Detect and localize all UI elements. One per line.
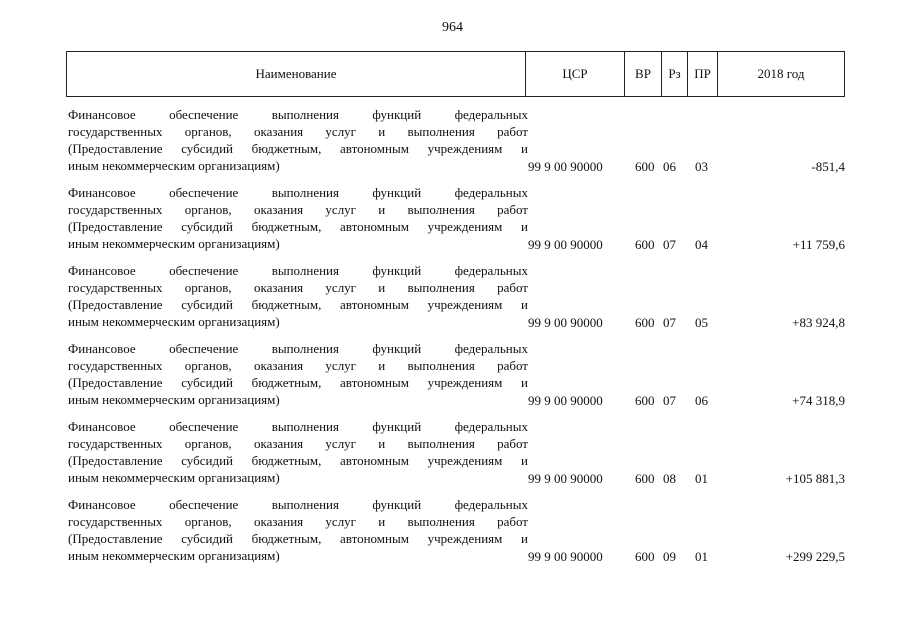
row-amount: +11 759,6 (792, 237, 845, 252)
row-amount: -851,4 (811, 159, 845, 174)
row-pr: 06 (695, 393, 708, 408)
row-amount: +299 229,5 (785, 549, 845, 564)
row-description (68, 184, 528, 252)
row-csr: 99 9 00 90000 (528, 159, 603, 174)
header-vr: ВР (625, 52, 662, 96)
header-pr: ПР (688, 52, 718, 96)
row-csr: 99 9 00 90000 (528, 237, 603, 252)
table-row (66, 184, 845, 262)
table-header (66, 51, 845, 97)
row-rz: 08 (663, 471, 676, 486)
row-csr: 99 9 00 90000 (528, 393, 603, 408)
header-year: 2018 год (757, 66, 805, 81)
row-amount: +74 318,9 (792, 393, 845, 408)
row-vr: 600 (635, 237, 655, 252)
description-line: государственных органов, оказания услуг и выполнения работ (68, 514, 528, 529)
row-vr: 600 (635, 393, 655, 408)
description-line: иным некоммерческим организациям) (68, 548, 280, 563)
description-line: иным некоммерческим организациям) (68, 470, 280, 485)
page-number: 964 (442, 20, 463, 35)
description-line: иным некоммерческим организациям) (68, 314, 280, 329)
description-line: (Предоставление субсидий бюджетным, автономным учреждениям и (68, 531, 528, 546)
description-line: иным некоммерческим организациям) (68, 158, 280, 173)
description-line: (Предоставление субсидий бюджетным, автономным учреждениям и (68, 375, 528, 390)
row-pr: 03 (695, 159, 708, 174)
row-description (68, 340, 528, 408)
description-line: (Предоставление субсидий бюджетным, автономным учреждениям и (68, 297, 528, 312)
table-row (66, 340, 845, 418)
description-line: иным некоммерческим организациям) (68, 392, 280, 407)
description-line: Финансовое обеспечение выполнения функций федеральных (68, 341, 528, 356)
row-vr: 600 (635, 471, 655, 486)
row-csr: 99 9 00 90000 (528, 549, 603, 564)
header-rz: Рз (662, 52, 688, 96)
row-amount: +105 881,3 (785, 471, 845, 486)
table-row (66, 262, 845, 340)
description-line: Финансовое обеспечение выполнения функций федеральных (68, 185, 528, 200)
description-line: Финансовое обеспечение выполнения функций федеральных (68, 263, 528, 278)
row-pr: 01 (695, 549, 708, 564)
row-vr: 600 (635, 315, 655, 330)
row-pr: 04 (695, 237, 708, 252)
header-csr: ЦСР (526, 52, 625, 96)
row-vr: 600 (635, 159, 655, 174)
row-amount: +83 924,8 (792, 315, 845, 330)
description-line: государственных органов, оказания услуг и выполнения работ (68, 436, 528, 451)
row-rz: 09 (663, 549, 676, 564)
description-line: иным некоммерческим организациям) (68, 236, 280, 251)
row-csr: 99 9 00 90000 (528, 315, 603, 330)
description-line: государственных органов, оказания услуг и выполнения работ (68, 202, 528, 217)
row-description (68, 106, 528, 174)
row-description (68, 418, 528, 486)
table-row (66, 496, 845, 574)
row-csr: 99 9 00 90000 (528, 471, 603, 486)
table-row (66, 418, 845, 496)
row-rz: 07 (663, 393, 676, 408)
row-pr: 01 (695, 471, 708, 486)
row-pr: 05 (695, 315, 708, 330)
description-line: государственных органов, оказания услуг и выполнения работ (68, 124, 528, 139)
row-description (68, 496, 528, 564)
description-line: Финансовое обеспечение выполнения функций федеральных (68, 497, 528, 512)
description-line: государственных органов, оказания услуг и выполнения работ (68, 280, 528, 295)
row-description (68, 262, 528, 330)
row-rz: 07 (663, 315, 676, 330)
table-row (66, 106, 845, 184)
row-rz: 07 (663, 237, 676, 252)
row-rz: 06 (663, 159, 676, 174)
description-line: Финансовое обеспечение выполнения функций федеральных (68, 107, 528, 122)
description-line: (Предоставление субсидий бюджетным, автономным учреждениям и (68, 453, 528, 468)
description-line: Финансовое обеспечение выполнения функций федеральных (68, 419, 528, 434)
description-line: государственных органов, оказания услуг и выполнения работ (68, 358, 528, 373)
description-line: (Предоставление субсидий бюджетным, автономным учреждениям и (68, 141, 528, 156)
header-name: Наименование (67, 52, 526, 96)
row-vr: 600 (635, 549, 655, 564)
description-line: (Предоставление субсидий бюджетным, автономным учреждениям и (68, 219, 528, 234)
table-body (66, 106, 845, 574)
